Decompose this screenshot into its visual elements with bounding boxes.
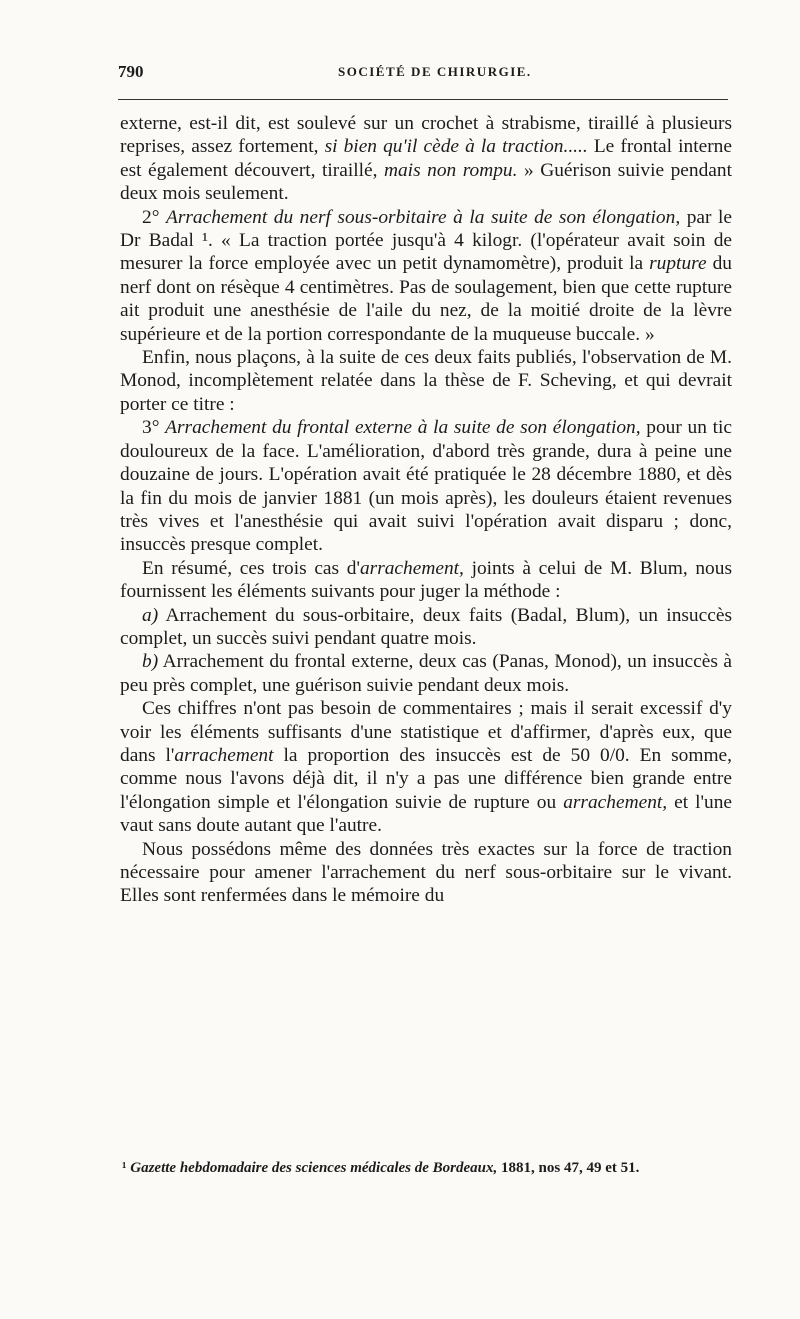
italic-run: si bien qu'il cède à la traction..... xyxy=(324,136,588,158)
paragraph-6 xyxy=(120,604,732,651)
text-run: et l'une vaut sans doute autant que l'autre. xyxy=(120,791,732,837)
item-number: 3° xyxy=(142,417,166,439)
text-run: Arrachement du frontal externe, deux cas (Panas, Monod), un insuccès à peu près complet, une guérison suivie pendant deux mois. xyxy=(120,651,732,696)
text-run: pour un tic douloureux de la face. L'amélioration, d'abord très grande, dura à peine une douzaine de jours. L'opération avait été pratiquée le 28 décembre 1880, et dès la fin du mois de janvier 1881 (un mois après), les douleurs étaient revenues très vives et l'anesthésie qui avait suivi l'opération avait disparu ; donc, insuccès presque complet. xyxy=(120,417,732,556)
body-text xyxy=(120,112,732,908)
paragraph-5 xyxy=(120,557,732,604)
running-head xyxy=(118,62,738,90)
italic-run: rupture xyxy=(649,253,707,275)
footnote xyxy=(122,1157,734,1179)
italic-run: Arrachement du nerf sous-orbitaire à la suite de son élongation, xyxy=(165,206,681,228)
italic-run: arrachement xyxy=(174,744,274,766)
paragraph-3: Enfin, nous plaçons, à la suite de ces deux faits publiés, l'observation de M. Monod, incomplètement relatée dans la thèse de F. Scheving, et qui devrait porter ce titre : xyxy=(120,347,732,415)
paragraph-2 xyxy=(120,206,732,346)
paragraph-1 xyxy=(120,112,732,206)
text-run: Le frontal interne est également découvert, tiraillé, xyxy=(120,136,732,181)
text-run: Arrachement du sous-orbitaire, deux faits (Badal, Blum), un insuccès complet, un succès suivi pendant quatre mois. xyxy=(120,604,732,649)
text-run: du nerf dont on résèque 4 centimètres. Pas de soulagement, bien que cette rupture ait produit une anesthésie de l'aile du nez, de la moitié droite de la lèvre supérieure et de la portion correspondante de la muqueuse buccale. » xyxy=(120,253,732,345)
header-rule xyxy=(118,99,728,100)
paragraph-4 xyxy=(120,416,732,556)
list-label: a) xyxy=(142,604,159,626)
text-run: joints à celui de M. Blum, nous fournissent les éléments suivants pour juger la méthode : xyxy=(120,557,732,603)
text-run: En résumé, ces trois cas d' xyxy=(142,557,360,579)
paragraph-7 xyxy=(120,650,732,697)
italic-run: arrachement, xyxy=(359,557,464,579)
paragraph-8 xyxy=(120,697,732,837)
footnote-text: 1881, nos 47, 49 et 51. xyxy=(497,1160,640,1176)
italic-run: Arrachement du frontal externe à la suite de son élongation, xyxy=(165,417,641,439)
running-title: SOCIÉTÉ DE CHIRURGIE. xyxy=(338,64,532,79)
list-label: b) xyxy=(142,651,159,673)
italic-run: mais non rompu. xyxy=(383,159,518,181)
text-run: Ces chiffres n'ont pas besoin de commentaires ; mais il serait excessif d'y voir les éléments suffisants d'une statistique et d'affirmer, d'après eux, que dans l' xyxy=(120,698,732,766)
text-run: la proportion des insuccès est de 50 0/0. En somme, comme nous l'avons déjà dit, il n'y a pas une différence bien grande entre l'élongation simple et l'élongation suivie de rupture ou xyxy=(120,744,732,813)
paragraph-9: Nous possédons même des données très exactes sur la force de traction nécessaire pour amener l'arrachement du nerf sous-orbitaire sur le vivant. Elles sont renfermées dans le mémoire du xyxy=(120,838,732,907)
footnote-source: Gazette hebdomadaire des sciences médicales de Bordeaux, xyxy=(130,1160,498,1176)
text-run: par le Dr Badal ¹. « La traction portée jusqu'à 4 kilogr. (l'opérateur avait soin de mesurer la force employée avec un petit dynamomètre), produit la xyxy=(120,206,732,275)
item-number: 2° xyxy=(142,206,166,228)
footnote-mark: ¹ xyxy=(122,1160,131,1176)
italic-run: arrachement, xyxy=(563,791,668,813)
text-run: externe, est-il dit, est soulevé sur un crochet à strabisme, tiraillé à plusieurs reprises, assez fortement, xyxy=(120,113,732,158)
page-number: 790 xyxy=(118,62,144,81)
text-run: » Guérison suivie pendant deux mois seulement. xyxy=(120,159,732,205)
